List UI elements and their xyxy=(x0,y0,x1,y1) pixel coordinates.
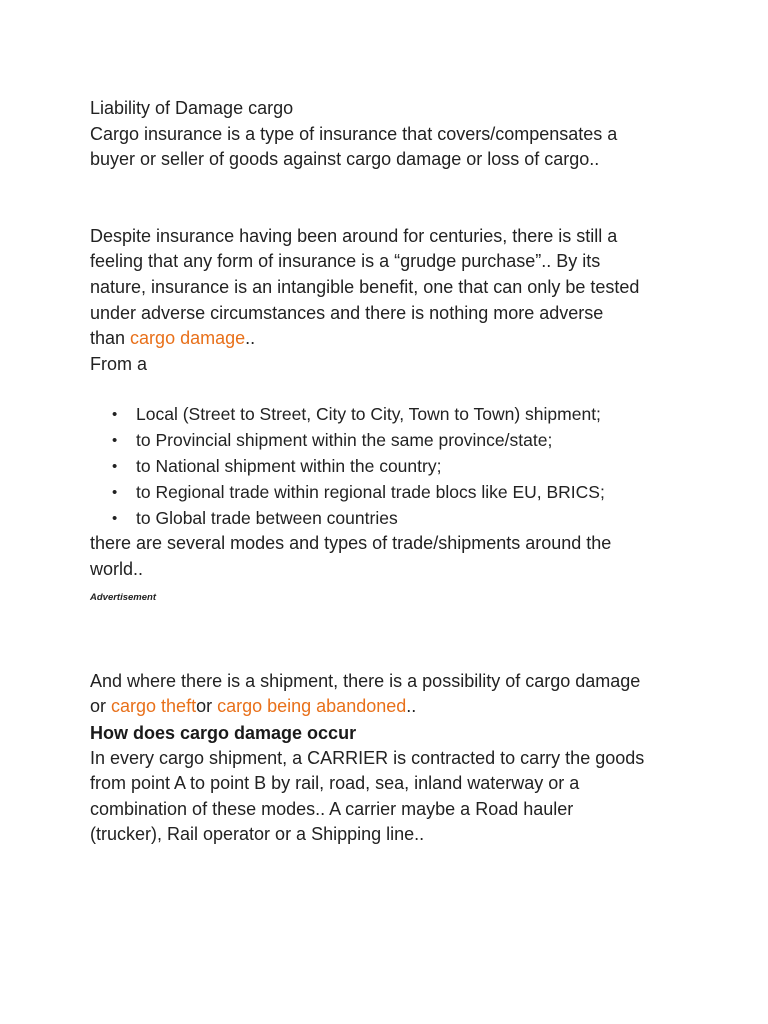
paragraph-line xyxy=(90,694,690,720)
document-title: Liability of Damage cargo xyxy=(90,98,294,118)
paragraph-line: feeling that any form of insurance is a “grudge purchase”.. By its xyxy=(90,251,601,272)
line-text: .. xyxy=(245,328,256,349)
paragraph-line: Despite insurance having been around for centuries, there is still a xyxy=(90,225,618,246)
bullet-icon: • xyxy=(112,406,118,424)
list-item xyxy=(90,506,690,532)
bullet-icon: • xyxy=(112,483,118,501)
list-item-text: to Global trade between countries xyxy=(136,507,398,528)
list-item-text: to National shipment within the country; xyxy=(136,455,442,476)
list-item-text: to Regional trade within regional trade blocs like EU, BRICS; xyxy=(136,481,605,502)
paragraph-spacer xyxy=(90,173,690,224)
paragraph-line: combination of these modes.. A carrier maybe a Road hauler xyxy=(90,798,574,819)
list-item xyxy=(90,428,690,454)
document-body xyxy=(90,96,690,848)
list-item-text: to Provincial shipment within the same province/state; xyxy=(136,430,553,451)
advertisement-label: Advertisement xyxy=(90,591,156,603)
paragraph-line: world.. xyxy=(90,558,144,579)
advertisement-slot xyxy=(90,605,690,669)
paragraph-line: there are several modes and types of trade/shipments around the xyxy=(90,533,612,554)
list-item-text: Local (Street to Street, City to City, Town to Town) shipment; xyxy=(136,404,601,425)
line-text: or xyxy=(90,696,112,717)
cargo-damage-link[interactable]: cargo damage xyxy=(130,328,246,349)
cargo-abandoned-link[interactable]: cargo being abandoned xyxy=(217,696,407,717)
paragraph-line: And where there is a shipment, there is a possibility of cargo damage xyxy=(90,670,641,691)
paragraph-line: under adverse circumstances and there is nothing more adverse xyxy=(90,302,604,323)
cargo-theft-link[interactable]: cargo theft xyxy=(111,696,197,717)
intro-line: buyer or seller of goods against cargo damage or loss of cargo.. xyxy=(90,149,600,170)
paragraph-line: (trucker), Rail operator or a Shipping line.. xyxy=(90,824,425,845)
paragraph-line: from point A to point B by rail, road, sea, inland waterway or a xyxy=(90,773,580,794)
bullet-icon: • xyxy=(112,457,118,475)
bullet-icon: • xyxy=(112,509,118,527)
section-heading: How does cargo damage occur xyxy=(90,722,357,743)
intro-line: Cargo insurance is a type of insurance that covers/compensates a xyxy=(90,123,618,144)
from-a-text: From a xyxy=(90,353,148,374)
list-item xyxy=(90,480,690,506)
list-item xyxy=(90,402,690,428)
paragraph-line: In every cargo shipment, a CARRIER is contracted to carry the goods xyxy=(90,747,645,768)
line-text: .. xyxy=(406,696,417,717)
line-text: or xyxy=(196,696,218,717)
line-text: than xyxy=(90,328,131,349)
paragraph-spacer xyxy=(90,377,690,402)
paragraph-line xyxy=(90,326,690,352)
bullet-icon: • xyxy=(112,432,118,450)
shipment-list xyxy=(90,402,690,531)
paragraph-line: nature, insurance is an intangible benefit, one that can only be tested xyxy=(90,276,640,297)
list-item xyxy=(90,454,690,480)
